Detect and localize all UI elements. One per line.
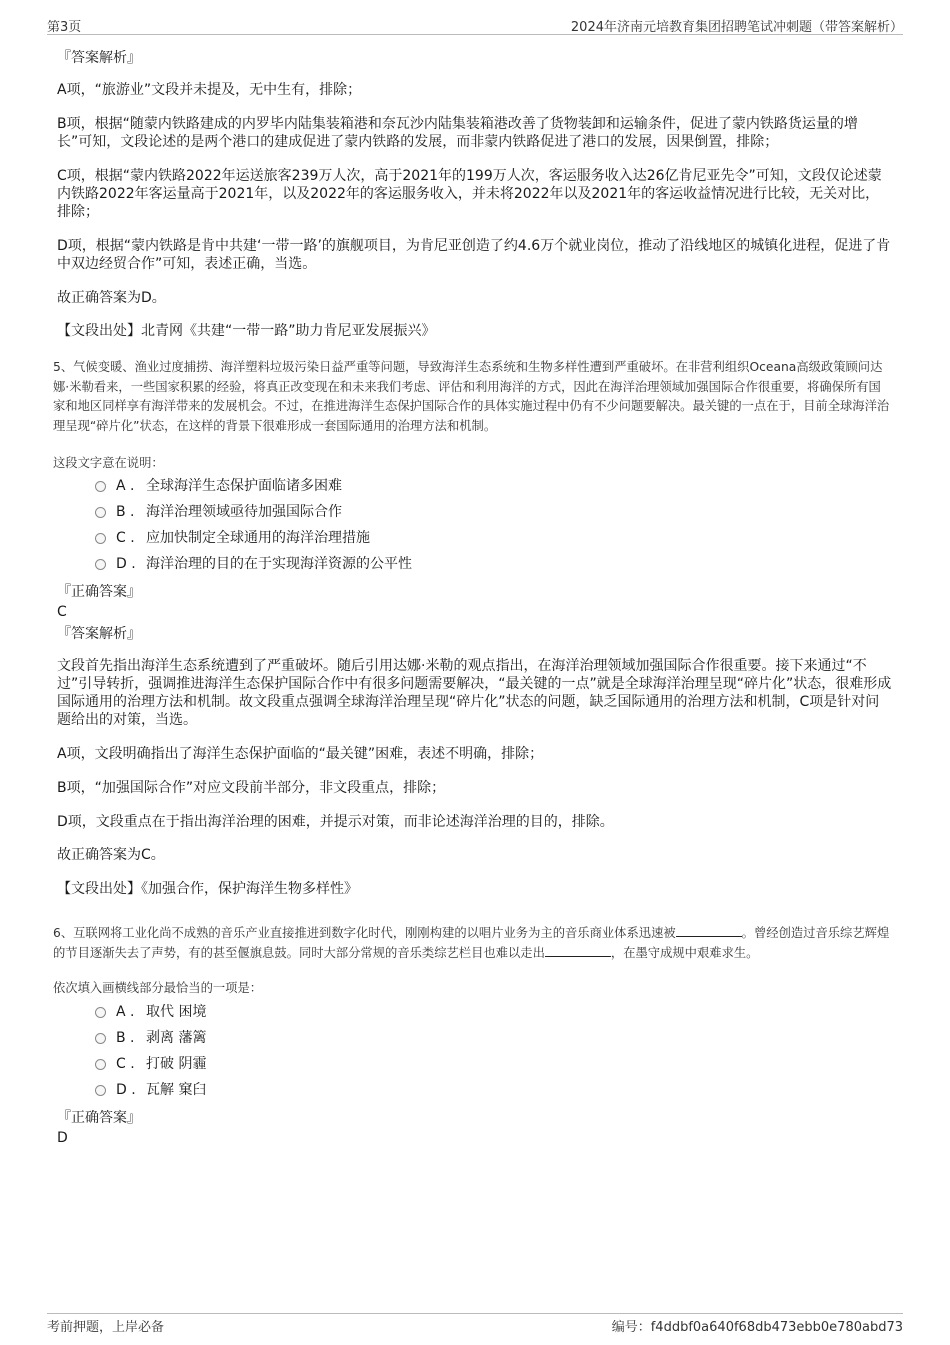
page-footer [47,1313,903,1334]
option-d[interactable]: D . 海洋治理的目的在于实现海洋资源的公平性 [95,551,412,577]
fill-blank-2 [545,944,611,957]
question-5-options [95,473,412,577]
option-d[interactable]: D . 瓦解 窠臼 [95,1077,206,1103]
analysis-item-a: A项，文段明确指出了海洋生态保护面临的“最关键”困难，表述不明确，排除； [57,746,544,762]
analysis-label: 『答案解析』 [57,626,141,642]
radio-button-icon[interactable] [95,533,106,544]
radio-button-icon[interactable] [95,1033,106,1044]
question-5-prompt: 这段文字意在说明： [53,456,164,471]
analysis-label: 『答案解析』 [57,50,141,66]
analysis-item-c: C项，根据“蒙内铁路2022年运送旅客239万人次，高于2021年的199万人次，客运服务收入达26亿肯尼亚先令”可知，文段仅论述蒙内铁路2022年客运量高于2021年，以及2022年的客运服务收入，并未将2022年以及2021年的客运收益情况进行比较，无关对比，排除； [57,168,882,220]
answer-conclusion: 故正确答案为D。 [57,290,166,306]
correct-answer-value: D [57,1130,68,1146]
question-6-stem: 6、互联网将工业化尚不成熟的音乐产业直接推进到数字化时代，刚刚构建的以唱片业务为主的音乐商业体系迅速被 。曾经创造过音乐综艺辉煌的节目逐渐失去了声势，有的甚至偃旗息鼓。同时大部分常规的音乐类综艺栏目也难以走出 ，在墨守成规中艰难求生。 [53,926,890,960]
radio-button-icon[interactable] [95,559,106,570]
option-b[interactable]: B . 剥离 藩篱 [95,1025,206,1051]
source-citation: 【文段出处】北青网《共建“一带一路”助力肯尼亚发展振兴》 [57,323,436,339]
analysis-item-a: A项，“旅游业”文段并未提及，无中生有，排除； [57,82,362,98]
question-6-options [95,999,206,1103]
question-5-stem: 5、气候变暖、渔业过度捕捞、海洋塑料垃圾污染日益严重等问题，导致海洋生态系统和生物多样性遭到严重破坏。在非营利组织Oceana高级政策顾问达娜·米勒看来，一些国家积累的经验，将真正改变现在和未来我们考虑、评估和利用海洋的方式，因此在海洋治理领域加强国际合作很重要，将确保所有国家和地区同样享有海洋带来的发展机会。不过，在推进海洋生态保护国际合作的具体实施过程中仍有不少问题要解决。最关键的一点在于，目前全球海洋治理呈现“碎片化”状态，在这样的背景下很难形成一套国际通用的治理方法和机制。 [53,360,890,433]
radio-button-icon[interactable] [95,1059,106,1070]
analysis-item-b: B项，“加强国际合作”对应文段前半部分，非文段重点，排除； [57,780,446,796]
correct-answer-label: 『正确答案』 [57,1110,141,1126]
source-citation: 【文段出处】《加强合作，保护海洋生物多样性》 [57,881,358,897]
analysis-text: 文段首先指出海洋生态系统遭到了严重破坏。随后引用达娜·米勒的观点指出，在海洋治理领域加强国际合作很重要。接下来通过“不过”引导转折，强调推进海洋生态保护国际合作中有很多问题需要解决，“最关键的一点”就是全球海洋治理呈现“碎片化”状态，很难形成国际通用的治理方法和机制。故文段重点强调全球海洋治理呈现“碎片化”状态的问题，缺乏国际通用的治理方法和机制，C项是针对问题给出的对策，当选。 [57,658,892,728]
option-c[interactable]: C . 应加快制定全球通用的海洋治理措施 [95,525,412,551]
question-6-prompt: 依次填入画横线部分最恰当的一项是： [53,981,263,996]
option-a[interactable]: A . 全球海洋生态保护面临诸多困难 [95,473,412,499]
page-header [47,14,903,35]
option-a[interactable]: A . 取代 困境 [95,999,206,1025]
radio-button-icon[interactable] [95,507,106,518]
option-b[interactable]: B . 海洋治理领域亟待加强国际合作 [95,499,412,525]
page-number: 第3页 [47,20,82,35]
fill-blank-1 [676,924,742,937]
document-title: 2024年济南元培教育集团招聘笔试冲刺题（带答案解析） [570,20,903,35]
option-c[interactable]: C . 打破 阴霾 [95,1051,206,1077]
radio-button-icon[interactable] [95,1007,106,1018]
footer-slogan: 考前押题，上岸必备 [47,1320,165,1335]
answer-conclusion: 故正确答案为C。 [57,847,165,863]
radio-button-icon[interactable] [95,1085,106,1096]
analysis-item-d: D项，根据“蒙内铁路是肯中共建‘一带一路’的旗舰项目，为肯尼亚创造了约4.6万个就业岗位，推动了沿线地区的城镇化进程，促进了肯中双边经贸合作”可知，表述正确，当选。 [57,238,891,272]
document-id: 编号：f4ddbf0a640f68db473ebb0e780abd73 [611,1320,903,1335]
analysis-item-d: D项，文段重点在于指出海洋治理的困难，并提示对策，而非论述海洋治理的目的，排除。 [57,814,614,830]
correct-answer-label: 『正确答案』 [57,584,141,600]
radio-button-icon[interactable] [95,481,106,492]
analysis-item-b: B项，根据“随蒙内铁路建成的内罗毕内陆集装箱港和奈瓦沙内陆集装箱港改善了货物装卸和运输条件，促进了蒙内铁路货运量的增长”可知，文段论述的是两个港口的建成促进了蒙内铁路的发展，而非蒙内铁路促进了港口的发展，因果倒置，排除； [57,116,858,150]
correct-answer-value: C [57,604,67,620]
